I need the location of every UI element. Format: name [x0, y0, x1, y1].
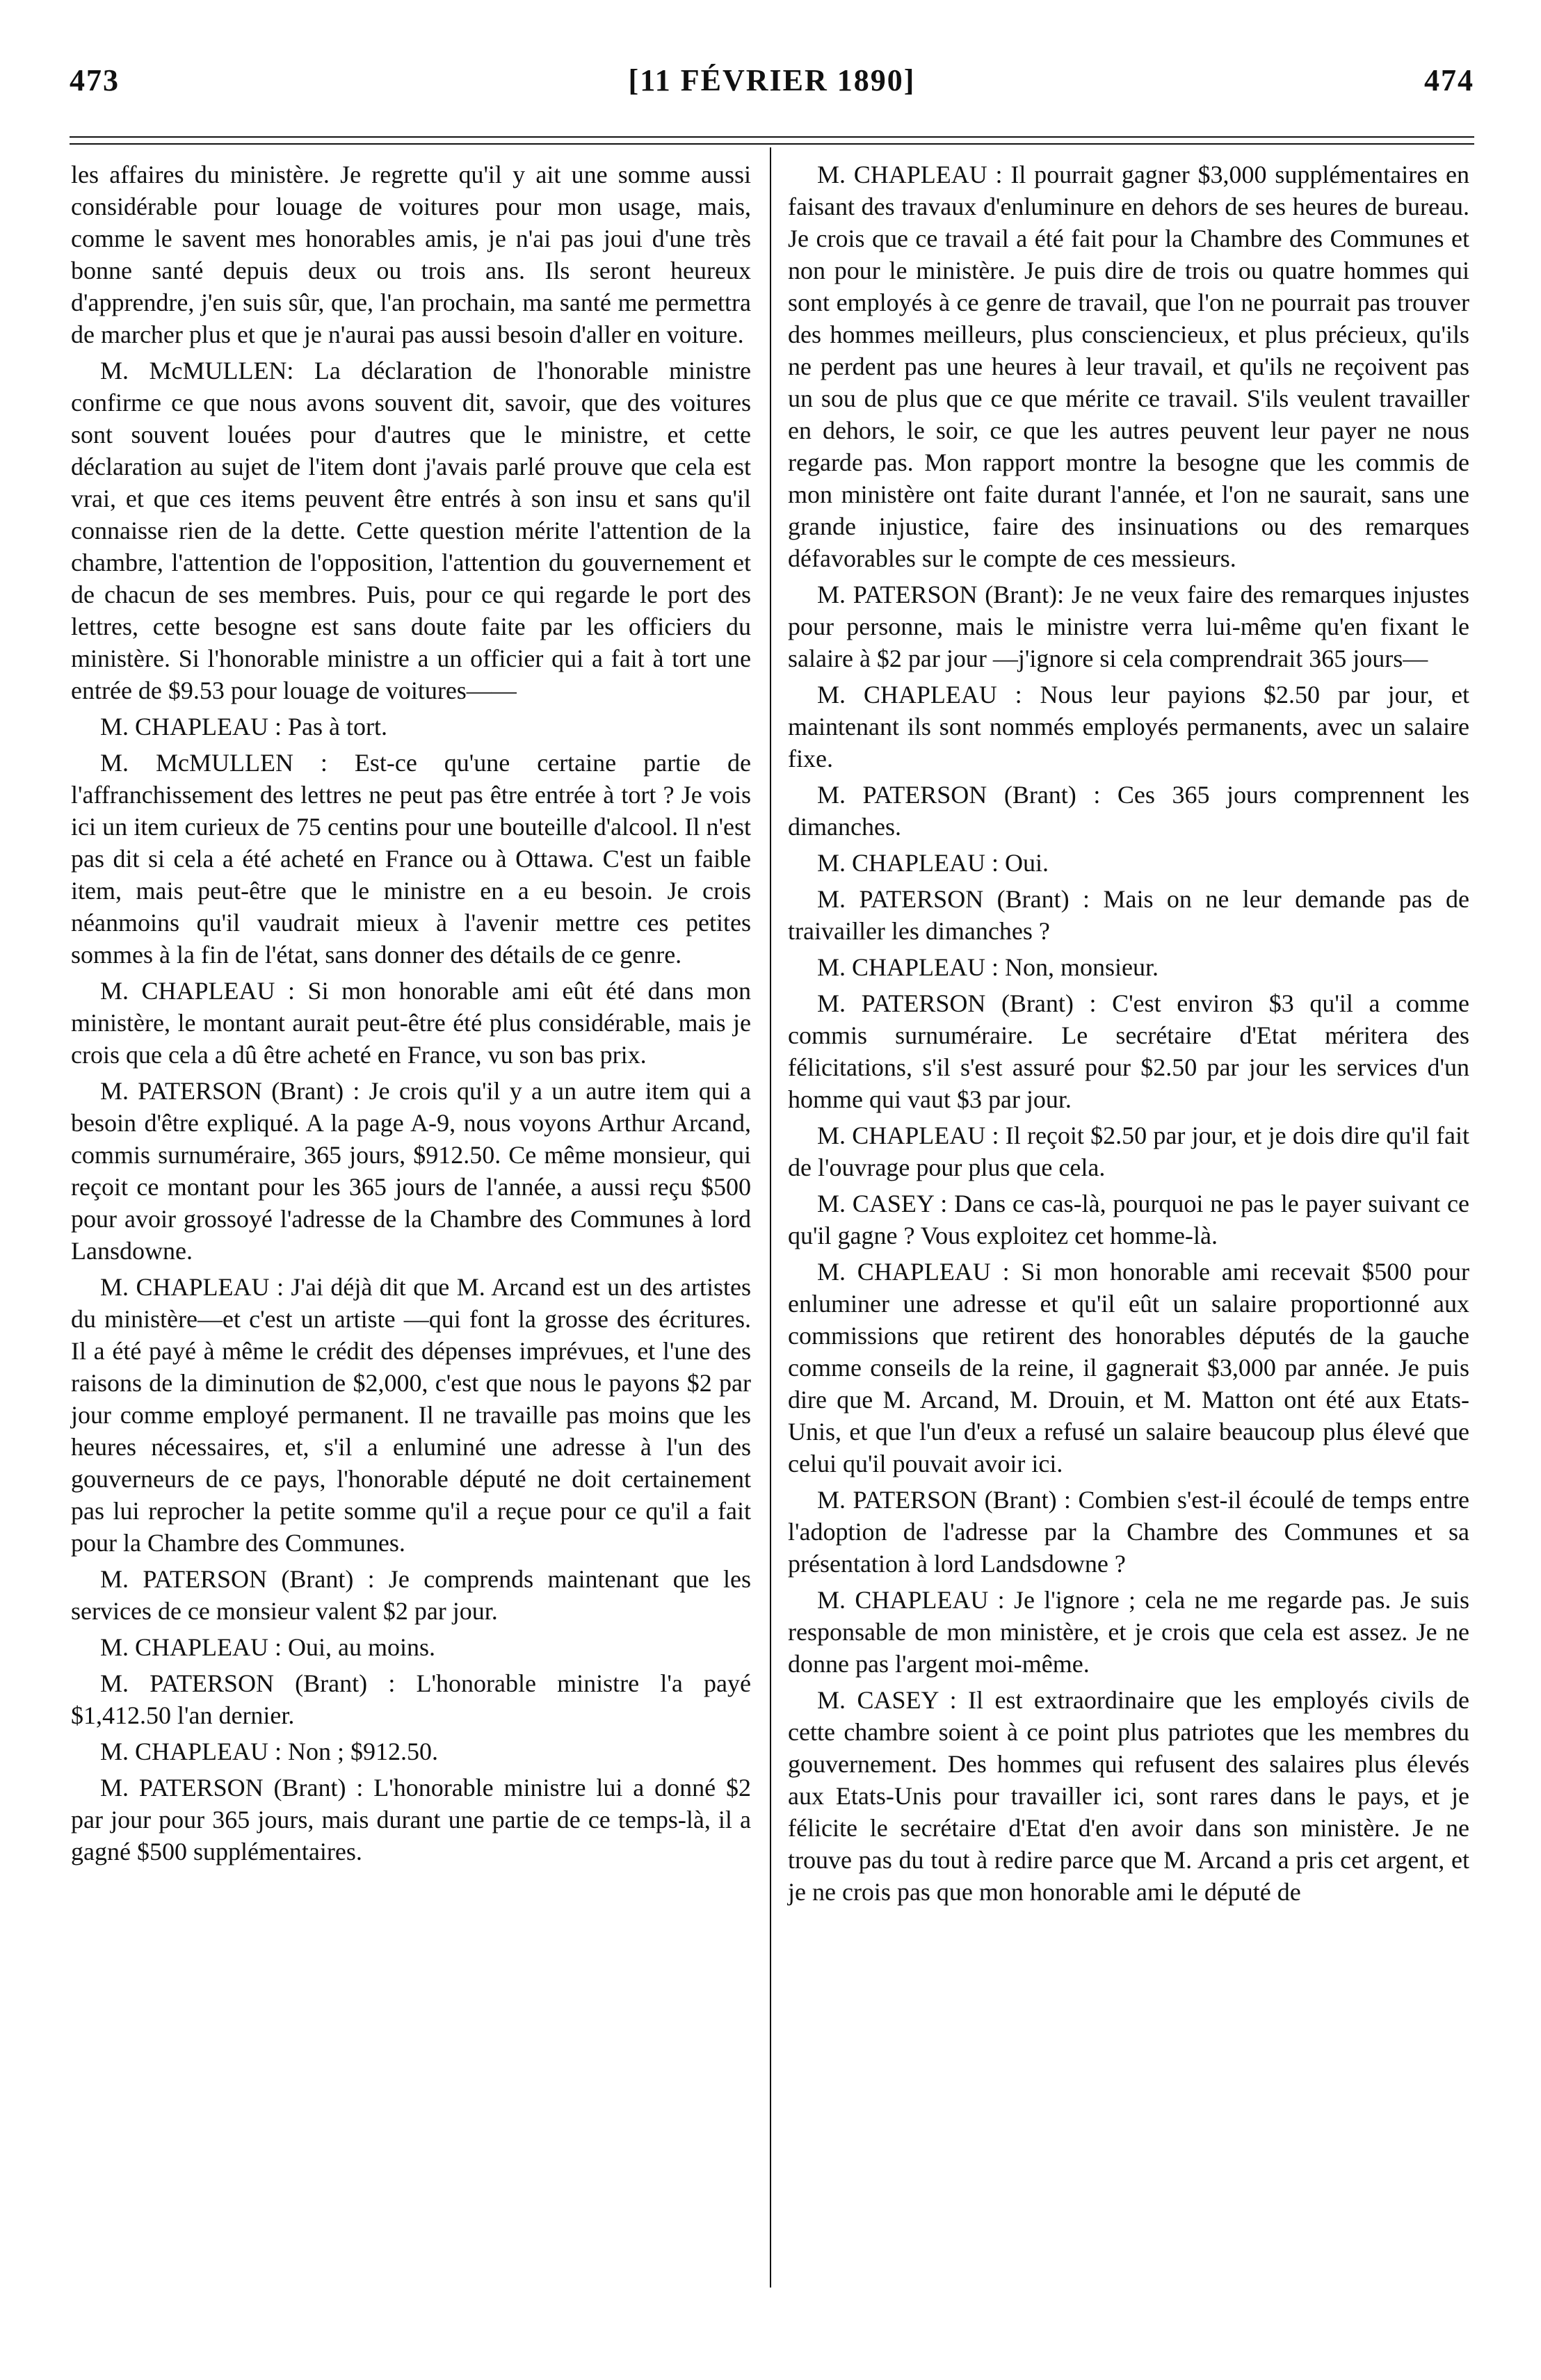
paragraph: M. CHAPLEAU : Oui, au moins.	[100, 1633, 436, 1661]
paragraph: M. CHAPLEAU : Je l'ignore ; cela ne me regarde pas. Je suis responsable de mon ministère, et je crois que cela est assez. Je ne donne pas l'argent moi-même.	[788, 1586, 1469, 1678]
page-number-left: 473	[70, 63, 120, 97]
paragraph: M. PATERSON (Brant) : L'honorable ministre lui a donné $2 par jour pour 365 jours, mais durant une partie de ce temps-là, il a gagné $500 supplémentaires.	[71, 1774, 751, 1865]
paragraph: M. CHAPLEAU : Non ; $912.50.	[100, 1738, 439, 1765]
paragraph: M. CHAPLEAU : J'ai déjà dit que M. Arcand est un des artistes du ministère—et c'est un artiste —qui font la grosse des écritures. Il a été payé à même le crédit des dépenses imprévues, et l'une des raisons de la diminution de $2,000, c'est que nous le payons $2 par jour comme employé permanent. Il ne travaille pas moins que les heures nécessaires, et, s'il a enluminé une adresse à l'un des gouverneurs de ce pays, l'honorable député ne doit certainement pas lui reprocher la petite somme qu'il a reçue pour ce qu'il a fait pour la Chambre des Communes.	[71, 1273, 751, 1557]
paragraph: M. PATERSON (Brant) : Combien s'est-il écoulé de temps entre l'adoption de l'adresse par la Chambre des Communes et sa présentation à lord Landsdowne ?	[788, 1486, 1469, 1578]
paragraph: M. PATERSON (Brant) : C'est environ $3 qu'il a comme commis surnuméraire. Le secrétaire d'Etat méritera des félicitations, s'il s'est assuré pour $2.50 par jour les services d'un homme qui vaut $3 par jour.	[788, 989, 1469, 1113]
paragraph: M. PATERSON (Brant): Je ne veux faire des remarques injustes pour personne, mais le ministre verra lui-même qu'en fixant le salaire à $2 par jour —j'ignore si cela comprendrait 365 jours—	[788, 581, 1469, 672]
paragraph: M. CASEY : Dans ce cas-là, pourquoi ne pas le payer suivant ce qu'il gagne ? Vous exploitez cet homme-là.	[788, 1190, 1469, 1249]
header-rule-bottom	[70, 143, 1474, 145]
paragraph: M. PATERSON (Brant) : Ces 365 jours comprennent les dimanches.	[788, 781, 1469, 841]
right-column	[788, 159, 1469, 1912]
paragraph: M. PATERSON (Brant) : Mais on ne leur demande pas de traivailler les dimanches ?	[788, 885, 1469, 945]
header-date: [11 FÉVRIER 1890]	[628, 63, 916, 97]
paragraph: M. CHAPLEAU : Si mon honorable ami eût été dans mon ministère, le montant aurait peut-être été plus considérable, mais je crois que cela a dû être acheté en France, vu son bas prix.	[71, 977, 751, 1069]
page-number-right: 474	[1424, 63, 1474, 97]
paragraph: M. McMULLEN : Est-ce qu'une certaine partie de l'affranchissement des lettres ne peut pas être entrée à tort ? Je vois ici un item curieux de 75 centins pour une bouteille d'alcool. Il n'est pas dit si cela a été acheté en France ou à Ottawa. C'est un faible item, mais peut-être que le ministre en a eu besoin. Je crois néanmoins qu'il vaudrait mieux à l'avenir mettre ces petites sommes à la fin de l'état, sans donner des détails de ce genre.	[71, 749, 751, 969]
left-column	[71, 159, 751, 1872]
paragraph: M. PATERSON (Brant) : Je comprends maintenant que les services de ce monsieur valent $2 par jour.	[71, 1565, 751, 1625]
paragraph: M. PATERSON (Brant) : L'honorable ministre l'a payé $1,412.50 l'an dernier.	[71, 1669, 751, 1729]
paragraph: M. CASEY : Il est extraordinaire que les employés civils de cette chambre soient à ce point plus patriotes que les membres du gouvernement. Des hommes qui refusent des salaires plus élevés aux Etats-Unis pour travailler ici, sont rares dans le pays, et je félicite le secrétaire d'Etat d'en avoir dans son ministère. Je ne trouve pas du tout à redire parce que M. Arcand a pris cet argent, et je ne crois pas que mon honorable ami le député de	[788, 1686, 1469, 1906]
paragraph: M. McMULLEN: La déclaration de l'honorable ministre confirme ce que nous avons souvent dit, savoir, que des voitures sont souvent louées pour d'autres que le ministre, et cette déclaration au sujet de l'item dont j'avais parlé prouve que cela est vrai, et que ces items peuvent être entrés à son insu et sans qu'il connaisse rien de la dette. Cette question mérite l'attention de la chambre, l'attention de l'opposition, l'attention du gouvernement et de chacun de ses membres. Puis, pour ce qui regarde le port des lettres, cette besogne est sans doute faite par les officiers du ministère. Si l'honorable ministre a un officier qui a fait à tort une entrée de $9.53 pour louage de voitures——	[71, 357, 751, 704]
paragraph: les affaires du ministère. Je regrette qu'il y ait une somme aussi considérable pour louage de voitures pour mon usage, mais, comme le savent mes honorables amis, je n'ai pas joui d'une très bonne santé depuis deux ou trois ans. Ils seront heureux d'apprendre, j'en suis sûr, que, l'an prochain, ma santé me permettra de marcher plus et que je n'aurai pas aussi besoin d'aller en voiture.	[71, 161, 751, 348]
paragraph: M. CHAPLEAU : Il pourrait gagner $3,000 supplémentaires en faisant des travaux d'enluminure en dehors de ses heures de bureau. Je crois que ce travail a été fait pour la Chambre des Communes et non pour le ministère. Je puis dire de trois ou quatre hommes qui sont employés à ce genre de travail, que l'on ne pourrait pas trouver des hommes meilleurs, plus consciencieux, et plus précieux, qu'ils ne perdent pas une heures à leur travail, et qu'ils ne reçoivent pas un sou de plus que ce que mérite ce travail. S'ils veulent travailler en dehors, le soir, ce que les autres peuvent leur payer ne nous regarde pas. Mon rapport montre la besogne que les commis de mon ministère ont faite durant l'année, et l'on ne saurait, sans une grande injustice, faire des insinuations ou des remarques défavorables sur le compte de ces messieurs.	[788, 161, 1469, 572]
paragraph: M. PATERSON (Brant) : Je crois qu'il y a un autre item qui a besoin d'être expliqué. A la page A-9, nous voyons Arthur Arcand, commis surnuméraire, 365 jours, $912.50. Ce même monsieur, qui reçoit ce montant pour les 365 jours de l'année, a aussi reçu $500 pour avoir grossoyé l'adresse de la Chambre des Communes à lord Lansdowne.	[71, 1077, 751, 1265]
column-divider	[770, 147, 771, 2288]
page-header	[70, 63, 1474, 104]
paragraph: M. CHAPLEAU : Il reçoit $2.50 par jour, et je dois dire qu'il fait de l'ouvrage pour plus que cela.	[788, 1122, 1469, 1181]
paragraph: M. CHAPLEAU : Pas à tort.	[100, 713, 387, 740]
paragraph: M. CHAPLEAU : Si mon honorable ami recevait $500 pour enluminer une adresse et qu'il eût un salaire proportionné aux commissions que retirent des honorables députés de la gauche comme conseils de la reine, il gagnerait $3,000 par année. Je puis dire que M. Arcand, M. Drouin, et M. Matton ont été aux Etats-Unis, et que l'un d'eux a refusé un salaire beaucoup plus élevé que celui qu'il pouvait avoir ici.	[788, 1258, 1469, 1478]
paragraph: M. CHAPLEAU : Non, monsieur.	[817, 953, 1159, 981]
paragraph: M. CHAPLEAU : Oui.	[817, 849, 1049, 877]
header-rule-top	[70, 136, 1474, 138]
paragraph: M. CHAPLEAU : Nous leur payions $2.50 par jour, et maintenant ils sont nommés employés permanents, avec un salaire fixe.	[788, 681, 1469, 772]
